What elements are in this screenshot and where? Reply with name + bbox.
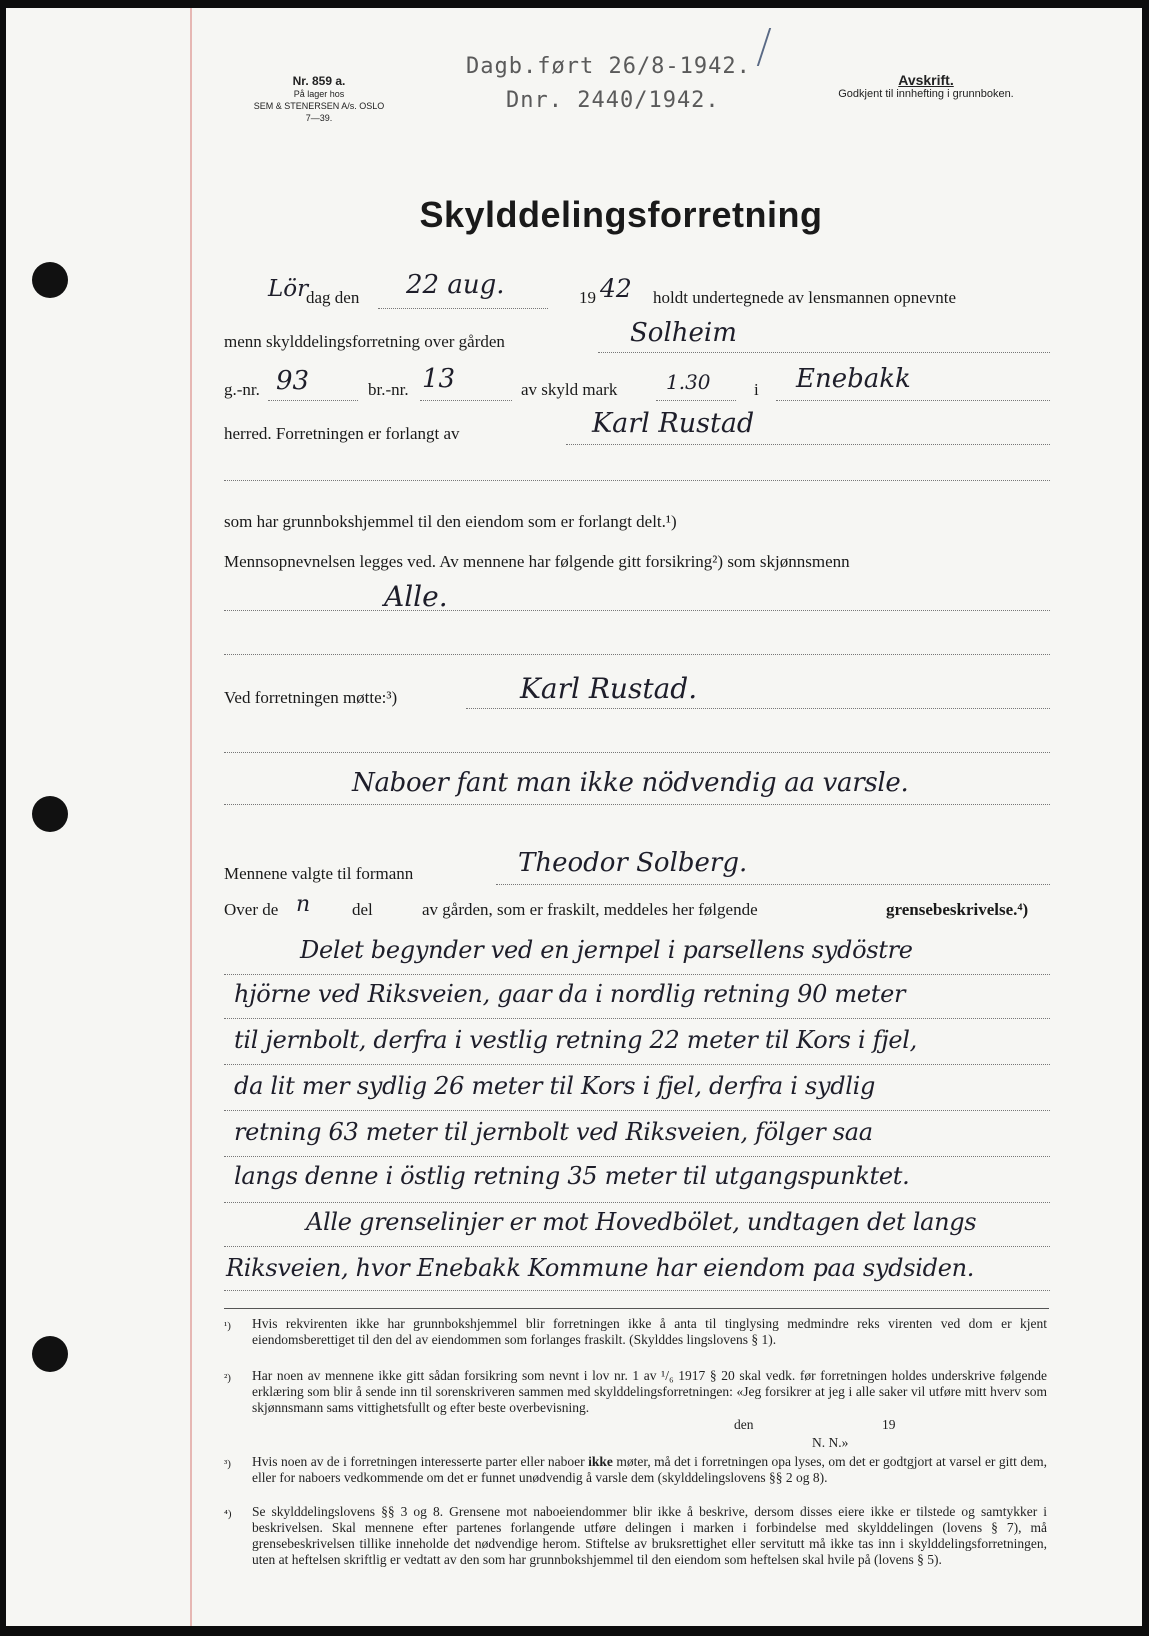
printer-date: 7—39.: [305, 113, 333, 123]
formann-label: Mennene valgte til formann: [224, 864, 414, 883]
formann-value: Theodor Solberg.: [518, 848, 748, 878]
avskrift-subtitle: Godkjent til innhefting i grunnboken.: [838, 88, 1014, 100]
i-label: i: [754, 380, 759, 399]
requested-label: herred. Forretningen er forlangt av: [224, 424, 460, 443]
del-label: del: [352, 900, 373, 919]
punch-hole: [32, 796, 68, 832]
description-line: Riksveien, hvor Enebakk Kommune har eiendom paa sydsiden.: [226, 1254, 975, 1282]
dag-den-label: dag den: [306, 288, 360, 307]
footnote-signature: N. N.»: [812, 1435, 849, 1450]
grunnbok-line: som har grunnbokshjemmel til den eiendom som er forlangt delt.¹): [224, 512, 677, 531]
over-fill: n: [296, 892, 311, 917]
line1-text: holdt undertegnede av lensmannen opnevnte: [653, 288, 957, 307]
dnr-stamp: Dnr. 2440/1942.: [506, 88, 720, 113]
forsikring-value: Alle.: [384, 580, 448, 613]
footnote-rule: [224, 1308, 1049, 1309]
description-line: da lit mer sydlig 26 meter til Kors i fjel, derfra i sydlig: [234, 1072, 876, 1100]
municipality: Enebakk: [796, 364, 911, 394]
form-number: Nr. 859 a.: [292, 74, 346, 88]
description-line: til jernbolt, derfra i vestlig retning 22 meter til Kors i fjel,: [234, 1026, 917, 1054]
description-line: retning 63 meter til jernbolt ved Riksveien, fölger saa: [234, 1118, 873, 1146]
journal-stamp: Dagb.ført 26/8-1942.: [466, 54, 751, 79]
document-page: [6, 8, 1142, 1626]
gaarden-label: av gården, som er fraskilt, meddeles her følgende: [422, 900, 758, 919]
naboer-note: Naboer fant man ikke nödvendig aa varsle.: [352, 768, 909, 798]
punch-hole: [32, 262, 68, 298]
footnote-year: 19: [882, 1417, 896, 1432]
avskrift-title: Avskrift.: [898, 72, 954, 88]
printer-imprint: [234, 74, 404, 124]
skyld-value: 1.30: [666, 370, 711, 394]
description-line: Delet begynder ved en jernpel i parsellens sydöstre: [300, 936, 913, 964]
farm-name: Solheim: [630, 318, 737, 348]
over-label: Over de: [224, 900, 279, 919]
footnote-number: ⁴): [224, 1508, 232, 1520]
farm-label: menn skylddelingsforretning over gården: [224, 332, 505, 351]
attended-value: Karl Rustad.: [520, 672, 698, 705]
margin-line: [190, 8, 192, 1626]
gnr-value: 93: [276, 366, 310, 396]
check-mark: [757, 28, 785, 66]
skyld-label: av skyld mark: [521, 380, 618, 399]
document-title: Skylddelingsforretning: [419, 194, 823, 235]
description-line: langs denne i östlig retning 35 meter til utgangspunktet.: [234, 1162, 910, 1190]
footnote-number: ³): [224, 1458, 231, 1470]
avskrift-block: [811, 72, 1041, 100]
footnote-text: Hvis noen av de i forretningen interesserte parter eller naboer ikke møter, må det i forretningen opa lyses, om det er godtgjort at varsel er gitt dem, eller for naboers vedkommende om det er funnet unødvendig å varsle dem (skylddelingslovens §§ 2 og 8).: [252, 1454, 1048, 1485]
footnote-number: ²): [224, 1372, 231, 1384]
footnote-text: Har noen av mennene ikke gitt sådan forsikring som nevnt i lov nr. 1 av ¹/₆ 1917 § 20 skal vedk. før forretningen holdes underskrive følgende erklæring som blir å sende inn til sorenskriveren sammen med skylddelingsforretningen: «Jeg forsikrer at jeg i alle saker vil utføre mitt hverv som skjønnsmann sams vittighetsfullt og efter beste overbevisning.: [252, 1368, 1047, 1415]
brnr-label: br.-nr.: [368, 380, 409, 399]
footnote-text: Se skylddelingslovens §§ 3 og 8. Grensene mot naboeiendommer blir ikke å beskrive, dersom disses eiere ikke er tilstede og samtykker i beskrivelsen. Skal mennene efter partenes forlangende utføre delingen i marken i forbindelse med skylddelingen (lovens § 7), må grensebeskrivelsen tillike inneholde det nødvendige herom. Stiftelse av bruksrettighet eller servitutt må ikke tas inn i skylddelingsforretningen, uten at heftelsen skriftlig er vedtatt av den som har grunnbokshjemmel til den eiendom som heftelsen skal hvile på (lovens § 5).: [252, 1504, 1047, 1567]
brnr-value: 13: [422, 364, 456, 394]
description-line: Alle grenselinjer er mot Hovedbölet, undtagen det langs: [306, 1208, 977, 1236]
gnr-label: g.-nr.: [224, 380, 260, 399]
printer-name: SEM & STENERSEN A/s. OSLO: [253, 101, 385, 111]
date-value: 22 aug.: [406, 270, 505, 300]
requested-by: Karl Rustad: [592, 408, 755, 439]
description-line: hjörne ved Riksveien, gaar da i nordlig retning 90 meter: [234, 980, 906, 1008]
footnote-number: ¹): [224, 1320, 231, 1332]
footnote-den: den: [734, 1417, 754, 1432]
year-prefix: 19: [579, 288, 596, 307]
punch-hole: [32, 1336, 68, 1372]
footnote-text: Hvis rekvirenten ikke har grunnbokshjemmel blir forretningen ikke å anta til tinglysing medmindre reks virenten ved dom er kjent eiendomsberettiget til den del av eiendommen som forlanges fraskilt. (Skylddes lingslovens § 1).: [252, 1316, 1047, 1347]
printer-line: På lager hos: [293, 89, 345, 99]
year-suffix: 42: [600, 274, 632, 303]
weekday: Lör: [268, 276, 309, 302]
attended-label: Ved forretningen møtte:³): [224, 688, 398, 707]
mennsop-line: Mennsopnevnelsen legges ved. Av mennene har følgende gitt forsikring²) som skjønnsmenn: [224, 552, 850, 571]
grense-label: grensebeskrivelse.⁴): [886, 900, 1029, 919]
